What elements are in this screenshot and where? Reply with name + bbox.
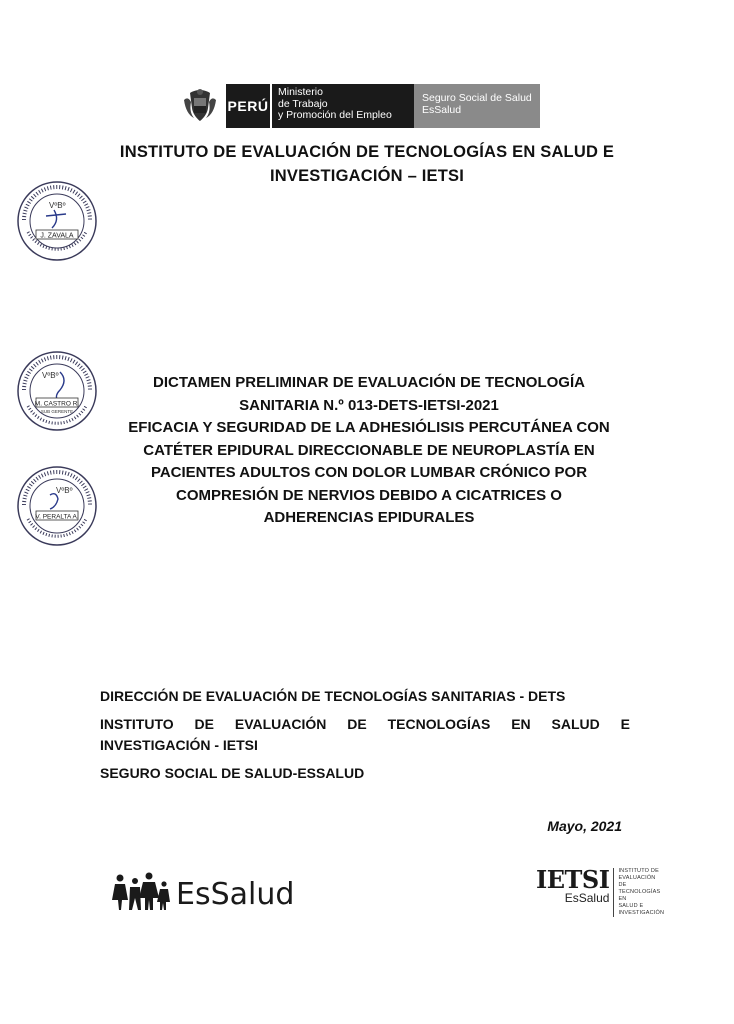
ietsi-logo-subtext: EsSalud — [564, 891, 610, 905]
approval-stamp — [16, 350, 98, 432]
svg-text:SUB GERENTE: SUB GERENTE — [40, 409, 74, 414]
directorates-block — [100, 686, 630, 791]
agency-label: Seguro Social de Salud EsSalud — [414, 84, 540, 128]
essalud-logo-text: EsSalud — [176, 877, 295, 912]
peru-label: PERÚ — [226, 84, 272, 128]
svg-text:VºBº: VºBº — [42, 371, 59, 380]
ietsi-logo-description: INSTITUTO DE EVALUACIÓN DE TECNOLOGÍAS EN SALUD E INVESTIGACIÓN — [613, 868, 664, 917]
svg-text:VºBº: VºBº — [56, 486, 73, 495]
institute-title: INSTITUTO DE EVALUACIÓN DE TECNOLOGÍAS EN SALUD E INVESTIGACIÓN – IETSI — [119, 143, 615, 185]
government-banner — [180, 84, 540, 128]
ietsi-line-2: INVESTIGACIÓN - IETSI — [100, 737, 258, 753]
document-date: Mayo, 2021 — [547, 818, 622, 834]
dets-line: DIRECCIÓN DE EVALUACIÓN DE TECNOLOGÍAS SANITARIAS - DETS — [100, 688, 566, 704]
essalud-line: SEGURO SOCIAL DE SALUD-ESSALUD — [100, 765, 365, 781]
coat-of-arms-icon — [180, 86, 220, 126]
svg-text:J. ZAVALA: J. ZAVALA — [40, 232, 74, 240]
svg-text:VºBº: VºBº — [49, 201, 66, 210]
approval-stamp — [16, 465, 98, 547]
ministry-label: Ministerio de Trabajo y Promoción del Empleo — [272, 84, 414, 128]
svg-text:M. CASTRO R.: M. CASTRO R. — [34, 400, 80, 408]
svg-text:V. PERALTA A.: V. PERALTA A. — [35, 513, 79, 521]
document-title: DICTAMEN PRELIMINAR DE EVALUACIÓN DE TECNOLOGÍA SANITARIA N.º 013-DETS-IETSI-2021 EFICACIA Y SEGURIDAD DE LA ADHESIÓLISIS PERCUTÁNEA CON CATÉTER EPIDURAL DIRECCIONABLE DE NEUROPLASTÍA EN PACIENTES ADULTOS CON DOLOR LUMBAR CRÓNICO POR COMPRESIÓN DE NERVIOS DEBIDO A CICATRICES O ADHERENCIAS EPIDURALES — [128, 374, 610, 526]
family-figures-icon — [112, 870, 172, 910]
approval-stamp — [16, 180, 98, 262]
essalud-logo — [112, 870, 294, 910]
ietsi-line: INSTITUTO DE EVALUACIÓN DE TECNOLOGÍAS EN SALUD E — [100, 716, 630, 732]
ietsi-logo-text: IETSI — [536, 865, 610, 894]
ietsi-logo — [536, 865, 665, 917]
